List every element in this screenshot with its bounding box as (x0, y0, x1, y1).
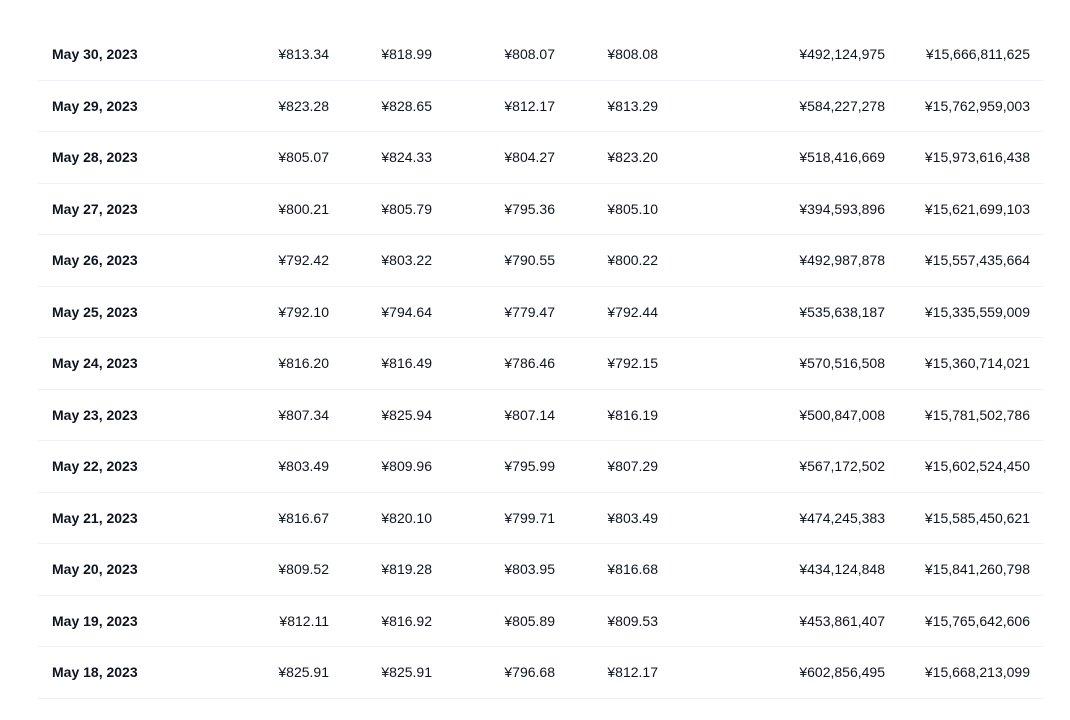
row-date: May 27, 2023 (52, 200, 138, 217)
row-open-price: ¥816.20 (278, 355, 329, 371)
row-market-cap: ¥15,360,714,021 (924, 355, 1030, 371)
row-high-price: ¥809.96 (381, 458, 432, 474)
row-market-cap: ¥15,762,959,003 (924, 97, 1030, 114)
table-row (38, 184, 1044, 236)
row-high-price: ¥816.92 (381, 612, 432, 629)
row-open-price: ¥803.49 (278, 458, 329, 474)
row-high-price: ¥820.10 (381, 509, 432, 526)
row-close-price: ¥816.68 (607, 561, 658, 577)
row-low-price: ¥779.47 (504, 303, 555, 320)
row-open-price: ¥805.07 (278, 149, 329, 165)
row-date: May 26, 2023 (52, 252, 138, 268)
table-row (38, 235, 1044, 287)
row-open-price: ¥792.10 (278, 303, 329, 320)
row-market-cap: ¥15,841,260,798 (924, 561, 1030, 577)
row-date: May 23, 2023 (52, 406, 138, 423)
row-market-cap: ¥15,666,811,625 (925, 46, 1030, 62)
table-row (38, 596, 1044, 648)
row-open-price: ¥812.11 (279, 612, 329, 629)
row-volume: ¥584,227,278 (799, 97, 885, 114)
row-open-price: ¥807.34 (278, 406, 329, 423)
table-row (38, 544, 1044, 596)
row-volume: ¥492,124,975 (799, 46, 885, 62)
row-volume: ¥474,245,383 (799, 509, 885, 526)
row-date: May 20, 2023 (52, 561, 138, 577)
row-date: May 22, 2023 (52, 458, 138, 474)
row-volume: ¥434,124,848 (799, 561, 885, 577)
row-high-price: ¥825.94 (381, 406, 432, 423)
row-close-price: ¥809.53 (607, 612, 658, 629)
row-market-cap: ¥15,621,699,103 (924, 200, 1030, 217)
table-row (38, 493, 1044, 545)
row-low-price: ¥786.46 (504, 355, 555, 371)
row-market-cap: ¥15,557,435,664 (924, 252, 1030, 268)
row-low-price: ¥807.14 (504, 406, 555, 423)
row-date: May 24, 2023 (52, 355, 138, 371)
row-low-price: ¥812.17 (504, 97, 555, 114)
row-low-price: ¥795.36 (504, 200, 555, 217)
row-market-cap: ¥15,765,642,606 (924, 612, 1030, 629)
row-close-price: ¥813.29 (607, 97, 658, 114)
row-volume: ¥453,861,407 (799, 612, 885, 629)
table-row (38, 647, 1044, 699)
row-date: May 29, 2023 (52, 97, 138, 114)
row-high-price: ¥803.22 (381, 252, 432, 268)
table-row (38, 441, 1044, 493)
row-date: May 25, 2023 (52, 303, 138, 320)
historical-data-table (38, 29, 1044, 699)
row-market-cap: ¥15,335,559,009 (924, 303, 1030, 320)
table-row (38, 81, 1044, 133)
row-open-price: ¥800.21 (278, 200, 329, 217)
row-close-price: ¥823.20 (607, 149, 658, 165)
table-row (38, 132, 1044, 184)
row-low-price: ¥808.07 (504, 46, 555, 62)
row-low-price: ¥804.27 (504, 149, 555, 165)
row-close-price: ¥812.17 (607, 664, 658, 680)
row-high-price: ¥818.99 (381, 46, 432, 62)
row-date: May 19, 2023 (52, 612, 138, 629)
row-volume: ¥567,172,502 (799, 458, 885, 474)
row-open-price: ¥792.42 (278, 252, 329, 268)
row-high-price: ¥819.28 (381, 561, 432, 577)
row-close-price: ¥792.44 (607, 303, 658, 320)
row-open-price: ¥809.52 (278, 561, 329, 577)
row-open-price: ¥825.91 (278, 664, 329, 680)
row-high-price: ¥816.49 (381, 355, 432, 371)
table-row (38, 390, 1044, 442)
row-close-price: ¥800.22 (607, 252, 658, 268)
row-market-cap: ¥15,668,213,099 (924, 664, 1030, 680)
row-open-price: ¥813.34 (278, 46, 329, 62)
row-volume: ¥518,416,669 (799, 149, 885, 165)
row-low-price: ¥803.95 (504, 561, 555, 577)
row-volume: ¥535,638,187 (799, 303, 885, 320)
row-high-price: ¥794.64 (381, 303, 432, 320)
table-row (38, 338, 1044, 390)
table-row (38, 29, 1044, 81)
row-date: May 28, 2023 (52, 149, 138, 165)
row-volume: ¥500,847,008 (799, 406, 885, 423)
row-low-price: ¥796.68 (504, 664, 555, 680)
table-row (38, 287, 1044, 339)
row-close-price: ¥807.29 (607, 458, 658, 474)
row-high-price: ¥805.79 (381, 200, 432, 217)
row-volume: ¥492,987,878 (799, 252, 885, 268)
row-high-price: ¥825.91 (381, 664, 432, 680)
row-low-price: ¥805.89 (504, 612, 555, 629)
row-date: May 21, 2023 (52, 509, 138, 526)
row-volume: ¥394,593,896 (799, 200, 885, 217)
row-low-price: ¥799.71 (504, 509, 555, 526)
row-close-price: ¥805.10 (607, 200, 658, 217)
row-high-price: ¥824.33 (381, 149, 432, 165)
row-close-price: ¥792.15 (607, 355, 658, 371)
row-close-price: ¥816.19 (607, 406, 658, 423)
row-market-cap: ¥15,973,616,438 (924, 149, 1030, 165)
row-date: May 18, 2023 (52, 664, 138, 680)
row-close-price: ¥808.08 (607, 46, 658, 62)
row-market-cap: ¥15,781,502,786 (924, 406, 1030, 423)
row-open-price: ¥816.67 (278, 509, 329, 526)
row-open-price: ¥823.28 (278, 97, 329, 114)
row-low-price: ¥795.99 (504, 458, 555, 474)
row-high-price: ¥828.65 (381, 97, 432, 114)
row-market-cap: ¥15,602,524,450 (924, 458, 1030, 474)
row-market-cap: ¥15,585,450,621 (924, 509, 1030, 526)
row-date: May 30, 2023 (52, 46, 138, 62)
row-volume: ¥602,856,495 (799, 664, 885, 680)
row-close-price: ¥803.49 (607, 509, 658, 526)
row-low-price: ¥790.55 (504, 252, 555, 268)
row-volume: ¥570,516,508 (799, 355, 885, 371)
